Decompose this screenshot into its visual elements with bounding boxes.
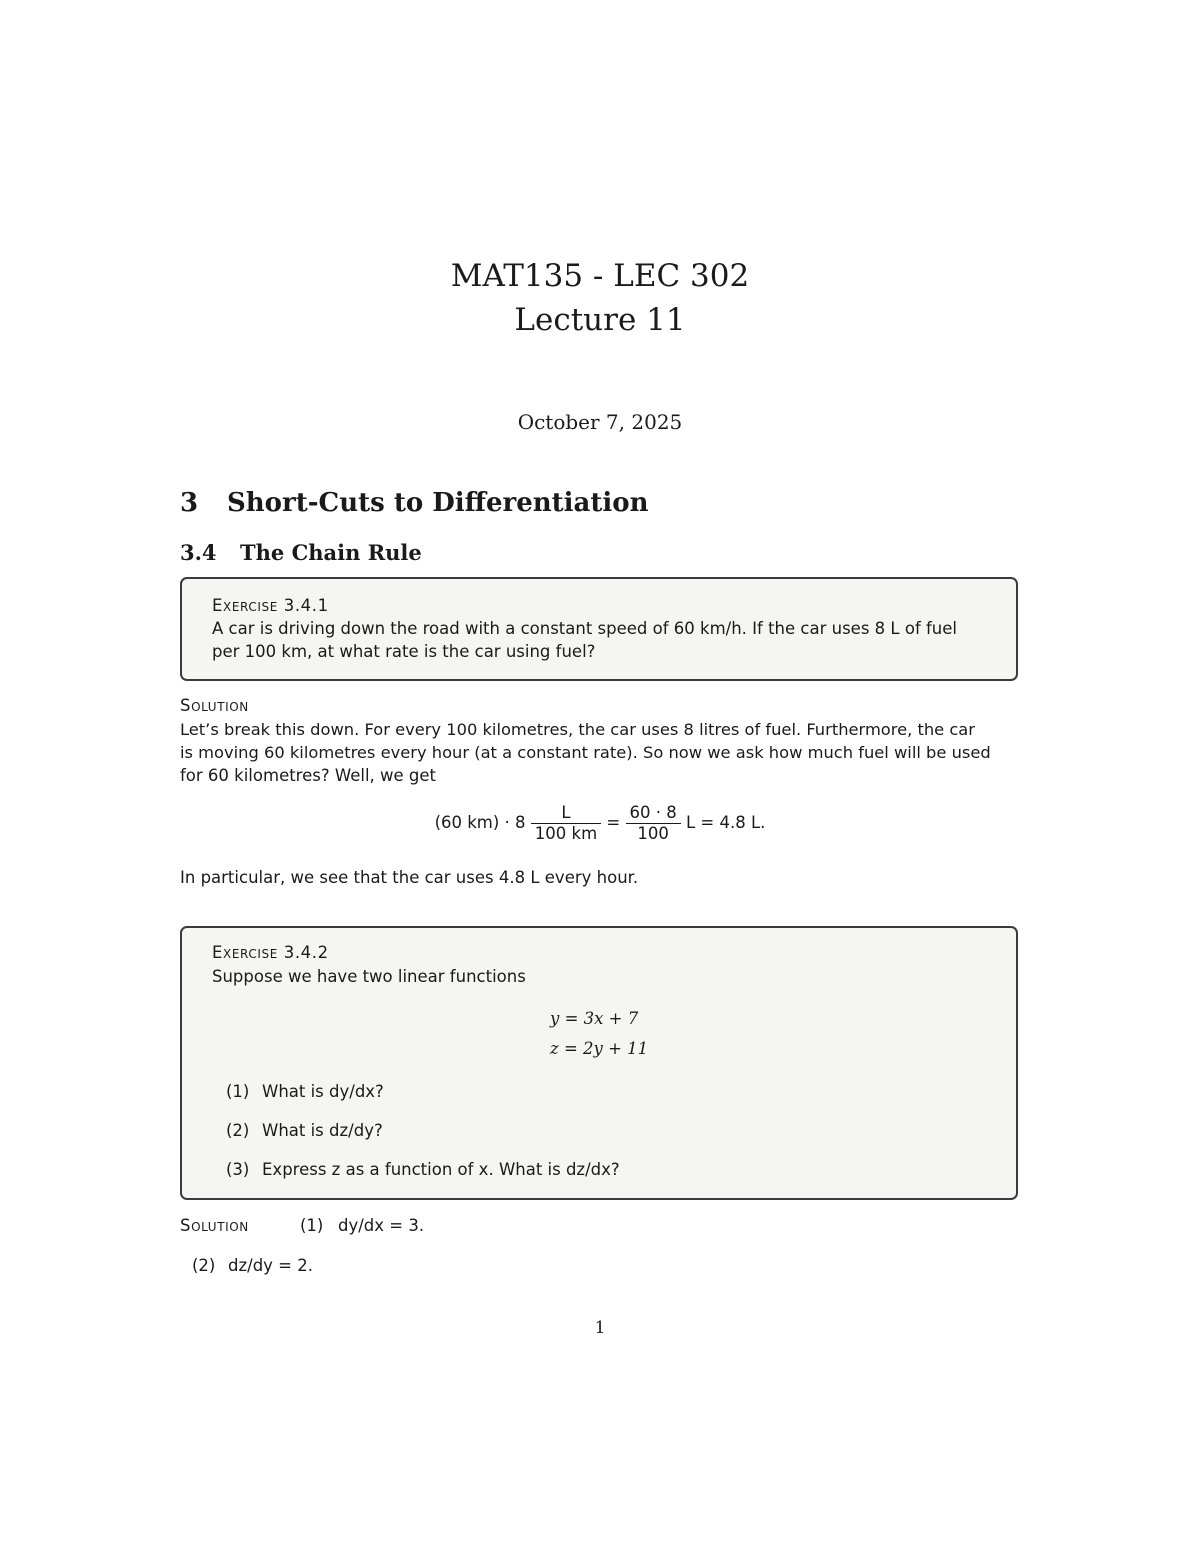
- item-text: What is dy/dx?: [262, 1082, 384, 1101]
- solution-1-line-2: is moving 60 kilometres every hour (at a constant rate). So now we ask how much fuel will be used: [180, 743, 991, 762]
- fraction-product: [626, 803, 681, 844]
- exercise-2-item-2: [226, 1120, 383, 1143]
- item-number: (2): [192, 1256, 216, 1275]
- solution-1-conclusion: In particular, we see that the car uses 4.8 L every hour.: [180, 868, 639, 887]
- solution-1-line-3: for 60 kilometres? Well, we get: [180, 766, 436, 785]
- solution-1-label: Solution: [180, 696, 249, 715]
- equation-z: z = 2y + 11: [550, 1039, 649, 1058]
- lecture-title: Lecture 11: [514, 302, 686, 338]
- item-text: What is dz/dy?: [262, 1121, 383, 1140]
- solution-2-item-1: [300, 1215, 424, 1238]
- exercise-1-line-2: per 100 km, at what rate is the car using fuel?: [212, 642, 596, 661]
- section-heading: [180, 488, 649, 518]
- solution-2-item-2: [192, 1255, 313, 1278]
- fraction-2-denominator: 100: [637, 824, 669, 843]
- exercise-2-label: Exercise 3.4.2: [212, 943, 329, 962]
- exercise-1-label: Exercise 3.4.1: [212, 596, 329, 615]
- page-number: 1: [594, 1318, 606, 1338]
- exercise-2-item-1: [226, 1081, 384, 1104]
- item-number: (1): [226, 1082, 250, 1101]
- course-title: MAT135 - LEC 302: [450, 258, 750, 294]
- solution-2-label: Solution: [180, 1216, 249, 1235]
- fraction-1-denominator: 100 km: [534, 824, 598, 843]
- exercise-box-2: [180, 926, 1018, 1200]
- equation-equals: =: [606, 813, 621, 832]
- item-text: dy/dx = 3.: [338, 1216, 425, 1235]
- item-text: dz/dy = 2.: [228, 1256, 313, 1275]
- fuel-equation: [0, 803, 1200, 844]
- solution-1-line-1: Let’s break this down. For every 100 kilometres, the car uses 8 litres of fuel. Furthermore, the car: [180, 720, 975, 739]
- fraction-1-numerator: L: [531, 803, 601, 824]
- equation-left: (60 km) · 8: [434, 813, 526, 832]
- item-number: (3): [226, 1160, 250, 1179]
- exercise-1-line-1: A car is driving down the road with a constant speed of 60 km/h. If the car uses 8 L of fuel: [212, 619, 957, 638]
- exercise-2-item-3: [226, 1159, 620, 1182]
- exercise-2-intro: Suppose we have two linear functions: [212, 967, 526, 986]
- subsection-number: 3.4: [180, 540, 217, 565]
- exercise-box-1: [180, 577, 1018, 681]
- item-text: Express z as a function of x. What is dz/dx?: [262, 1160, 620, 1179]
- subsection-heading: [180, 540, 422, 565]
- section-title: Short-Cuts to Differentiation: [227, 488, 649, 518]
- item-number: (2): [226, 1121, 250, 1140]
- equation-right: L = 4.8 L.: [685, 813, 766, 832]
- equation-y: y = 3x + 7: [550, 1009, 639, 1028]
- item-number: (1): [300, 1216, 324, 1235]
- fraction-litres-per-km: [531, 803, 601, 844]
- lecture-date: October 7, 2025: [517, 410, 683, 434]
- section-number: 3: [180, 488, 199, 518]
- fraction-2-numerator: 60 · 8: [626, 803, 681, 824]
- subsection-title: The Chain Rule: [240, 540, 422, 565]
